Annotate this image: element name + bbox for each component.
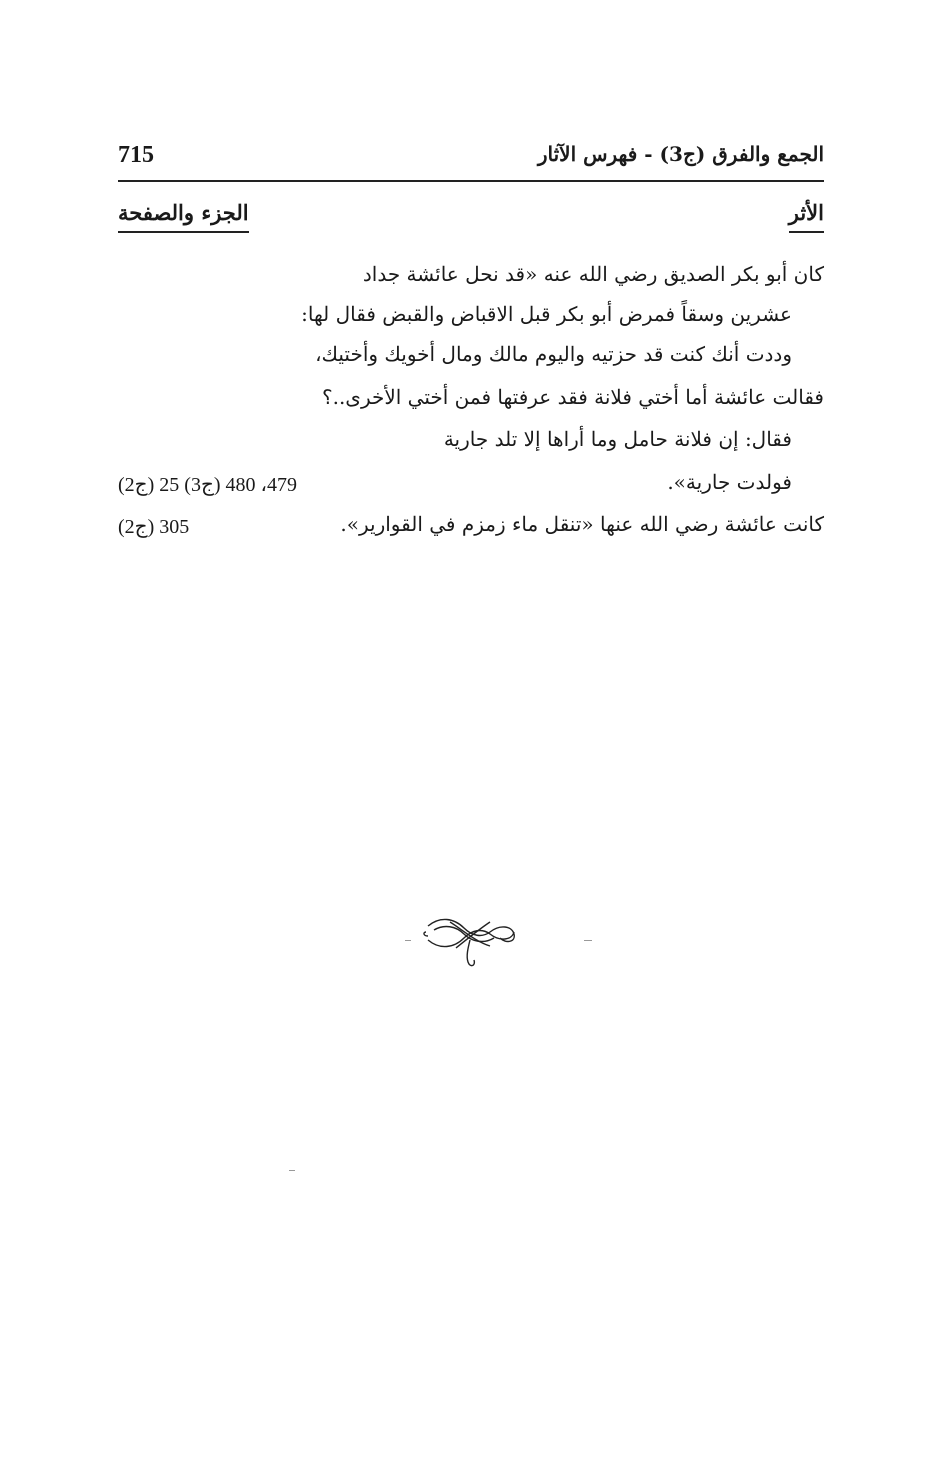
running-title: الجمع والفرق (ج3) - فهرس الآثار bbox=[537, 142, 824, 166]
column-heading-volume-page: الجزء والصفحة bbox=[118, 200, 249, 233]
page-number: 715 bbox=[118, 142, 154, 168]
entry-reference: (ج2) 305 bbox=[118, 516, 190, 538]
entry-line: فولدت جارية». bbox=[667, 470, 792, 494]
entry-line: كان أبو بكر الصديق رضي الله عنه «قد نحل عائشة جداد bbox=[362, 262, 824, 286]
header-rule bbox=[118, 180, 824, 182]
entry-line: كانت عائشة رضي الله عنها «تنقل ماء زمزم في القوارير». bbox=[340, 512, 824, 536]
scan-speck bbox=[405, 940, 411, 941]
entry-line: وددت أنك كنت قد حزتيه واليوم مالك ومال أخويك وأختيك، bbox=[315, 342, 792, 366]
scan-speck bbox=[584, 940, 592, 941]
entry-line: فقال: إن فلانة حامل وما أراها إلا تلد جارية bbox=[443, 427, 792, 451]
entry-reference: (ج2) 479، 480 (ج3) 25 bbox=[118, 474, 297, 496]
column-heading-athar: الأثر bbox=[789, 200, 824, 233]
scan-speck bbox=[289, 1170, 295, 1171]
entry-line: فقالت عائشة أما أختي فلانة فقد عرفتها فمن أختي الأخرى..؟ bbox=[321, 385, 824, 409]
entry-line: عشرين وسقاً فمرض أبو بكر قبل الاقباض والقبض فقال لها: bbox=[301, 302, 792, 326]
fleuron-ornament-icon bbox=[420, 908, 520, 972]
